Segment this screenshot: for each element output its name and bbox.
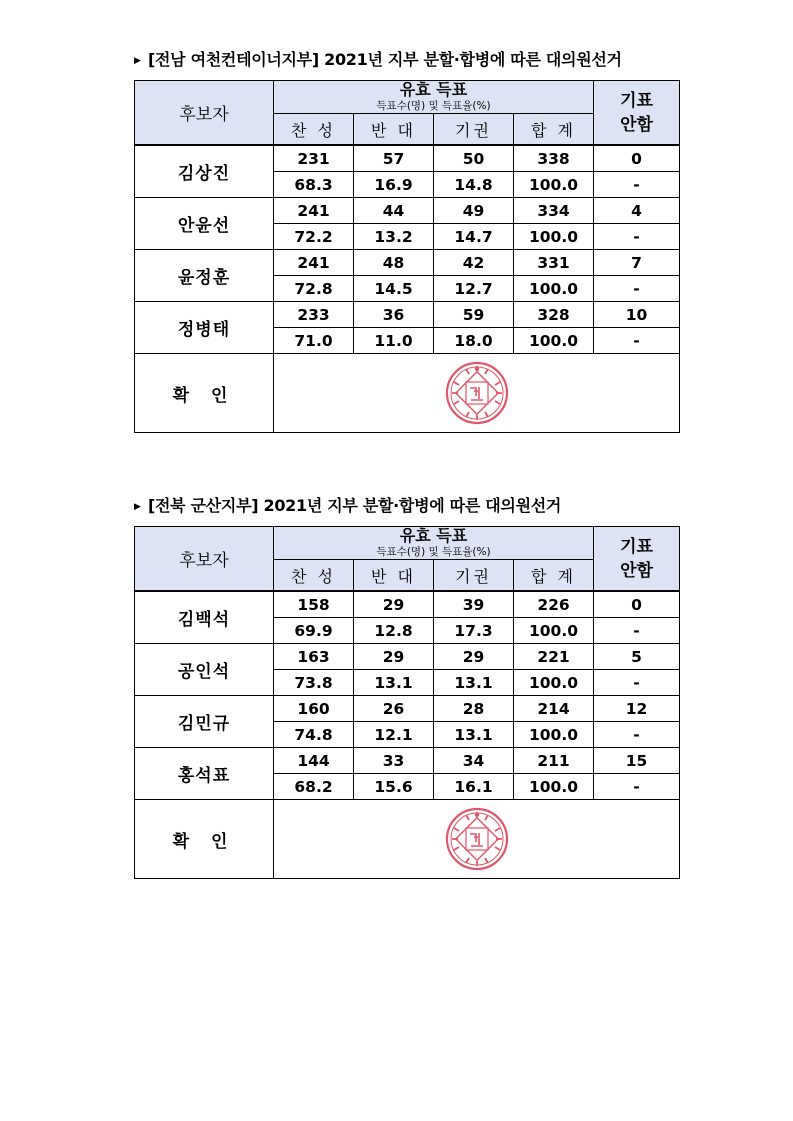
column-header: 반 대 bbox=[354, 114, 434, 146]
vote-rate: 15.6 bbox=[354, 774, 434, 800]
invalid-count: 0 bbox=[594, 591, 680, 618]
official-seal-icon bbox=[444, 806, 510, 872]
invalid-rate: - bbox=[594, 328, 680, 354]
valid-votes-subtitle: 득표수(명) 및 득표율(%) bbox=[376, 546, 491, 558]
seal-cell bbox=[274, 354, 680, 433]
vote-rate: 14.7 bbox=[434, 224, 514, 250]
vote-rate: 14.8 bbox=[434, 172, 514, 198]
invalid-rate: - bbox=[594, 224, 680, 250]
invalid-count: 5 bbox=[594, 644, 680, 670]
table-row bbox=[135, 145, 680, 172]
section-title-text: [전남 여천컨테이너지부] 2021년 지부 분할·합병에 따른 대의원선거 bbox=[148, 50, 622, 69]
vote-rate: 74.8 bbox=[274, 722, 354, 748]
confirm-label: 확 인 bbox=[135, 354, 274, 433]
candidate-name: 안윤선 bbox=[135, 198, 274, 250]
column-header: 기권 bbox=[434, 560, 514, 592]
column-header: 찬 성 bbox=[274, 560, 354, 592]
vote-count: 39 bbox=[434, 591, 514, 618]
vote-count: 214 bbox=[514, 696, 594, 722]
vote-rate: 17.3 bbox=[434, 618, 514, 644]
table-row bbox=[135, 198, 680, 224]
valid-votes-header bbox=[274, 527, 594, 560]
invalid-rate: - bbox=[594, 722, 680, 748]
vote-count: 338 bbox=[514, 145, 594, 172]
candidate-name: 정병태 bbox=[135, 302, 274, 354]
valid-votes-title: 유효 득표 bbox=[399, 80, 468, 99]
invalid-count: 0 bbox=[594, 145, 680, 172]
vote-count: 49 bbox=[434, 198, 514, 224]
section-title-text: [전북 군산지부] 2021년 지부 분할·합병에 따른 대의원선거 bbox=[148, 496, 562, 515]
invalid-header bbox=[594, 527, 680, 592]
invalid-rate: - bbox=[594, 670, 680, 696]
invalid-rate: - bbox=[594, 276, 680, 302]
vote-rate: 72.2 bbox=[274, 224, 354, 250]
invalid-rate: - bbox=[594, 172, 680, 198]
invalid-header bbox=[594, 81, 680, 146]
vote-count: 160 bbox=[274, 696, 354, 722]
vote-rate: 18.0 bbox=[434, 328, 514, 354]
vote-count: 44 bbox=[354, 198, 434, 224]
vote-rate: 12.8 bbox=[354, 618, 434, 644]
valid-votes-title: 유효 득표 bbox=[399, 526, 468, 545]
invalid-count: 10 bbox=[594, 302, 680, 328]
invalid-count: 4 bbox=[594, 198, 680, 224]
candidate-name: 김민규 bbox=[135, 696, 274, 748]
vote-rate: 13.1 bbox=[434, 670, 514, 696]
candidate-name: 윤정훈 bbox=[135, 250, 274, 302]
vote-count: 241 bbox=[274, 198, 354, 224]
vote-rate: 13.1 bbox=[434, 722, 514, 748]
official-seal-icon bbox=[444, 360, 510, 426]
invalid-header-text: 기표 안함 bbox=[620, 90, 653, 135]
vote-rate: 68.3 bbox=[274, 172, 354, 198]
triangle-right-icon: ▶ bbox=[134, 55, 141, 66]
vote-rate: 16.9 bbox=[354, 172, 434, 198]
vote-rate: 100.0 bbox=[514, 328, 594, 354]
candidate-name: 공인석 bbox=[135, 644, 274, 696]
vote-count: 328 bbox=[514, 302, 594, 328]
vote-rate: 16.1 bbox=[434, 774, 514, 800]
table-row bbox=[135, 250, 680, 276]
vote-count: 50 bbox=[434, 145, 514, 172]
vote-rate: 100.0 bbox=[514, 172, 594, 198]
valid-votes-subtitle: 득표수(명) 및 득표율(%) bbox=[376, 100, 491, 112]
vote-count: 233 bbox=[274, 302, 354, 328]
vote-count: 59 bbox=[434, 302, 514, 328]
vote-count: 231 bbox=[274, 145, 354, 172]
vote-count: 29 bbox=[354, 644, 434, 670]
vote-count: 241 bbox=[274, 250, 354, 276]
vote-results-table bbox=[134, 80, 680, 433]
vote-count: 163 bbox=[274, 644, 354, 670]
invalid-count: 7 bbox=[594, 250, 680, 276]
section-title bbox=[134, 494, 561, 518]
invalid-count: 12 bbox=[594, 696, 680, 722]
vote-count: 144 bbox=[274, 748, 354, 774]
vote-rate: 69.9 bbox=[274, 618, 354, 644]
invalid-header-text: 기표 안함 bbox=[620, 536, 653, 581]
vote-rate: 13.2 bbox=[354, 224, 434, 250]
triangle-right-icon: ▶ bbox=[134, 501, 141, 512]
vote-rate: 100.0 bbox=[514, 774, 594, 800]
vote-rate: 100.0 bbox=[514, 618, 594, 644]
vote-count: 226 bbox=[514, 591, 594, 618]
table-row bbox=[135, 748, 680, 774]
vote-count: 221 bbox=[514, 644, 594, 670]
vote-count: 158 bbox=[274, 591, 354, 618]
candidate-header: 후보자 bbox=[135, 527, 274, 592]
vote-count: 57 bbox=[354, 145, 434, 172]
invalid-count: 15 bbox=[594, 748, 680, 774]
vote-count: 334 bbox=[514, 198, 594, 224]
vote-rate: 72.8 bbox=[274, 276, 354, 302]
vote-rate: 100.0 bbox=[514, 670, 594, 696]
candidate-name: 김백석 bbox=[135, 591, 274, 644]
vote-rate: 100.0 bbox=[514, 722, 594, 748]
vote-rate: 14.5 bbox=[354, 276, 434, 302]
vote-rate: 71.0 bbox=[274, 328, 354, 354]
candidate-name: 홍석표 bbox=[135, 748, 274, 800]
vote-rate: 100.0 bbox=[514, 276, 594, 302]
vote-rate: 13.1 bbox=[354, 670, 434, 696]
vote-count: 331 bbox=[514, 250, 594, 276]
invalid-rate: - bbox=[594, 618, 680, 644]
vote-rate: 12.1 bbox=[354, 722, 434, 748]
vote-count: 34 bbox=[434, 748, 514, 774]
table-row bbox=[135, 644, 680, 670]
vote-count: 211 bbox=[514, 748, 594, 774]
vote-count: 26 bbox=[354, 696, 434, 722]
candidate-name: 김상진 bbox=[135, 145, 274, 198]
column-header: 찬 성 bbox=[274, 114, 354, 146]
vote-rate: 100.0 bbox=[514, 224, 594, 250]
table-row bbox=[135, 302, 680, 328]
vote-count: 36 bbox=[354, 302, 434, 328]
column-header: 기권 bbox=[434, 114, 514, 146]
column-header: 반 대 bbox=[354, 560, 434, 592]
vote-rate: 73.8 bbox=[274, 670, 354, 696]
vote-count: 29 bbox=[354, 591, 434, 618]
vote-rate: 12.7 bbox=[434, 276, 514, 302]
valid-votes-header bbox=[274, 81, 594, 114]
confirm-label: 확 인 bbox=[135, 800, 274, 879]
vote-count: 33 bbox=[354, 748, 434, 774]
confirm-row bbox=[135, 800, 680, 879]
candidate-header: 후보자 bbox=[135, 81, 274, 146]
vote-count: 28 bbox=[434, 696, 514, 722]
seal-cell bbox=[274, 800, 680, 879]
column-header: 합 계 bbox=[514, 560, 594, 592]
vote-rate: 68.2 bbox=[274, 774, 354, 800]
vote-count: 29 bbox=[434, 644, 514, 670]
table-row bbox=[135, 696, 680, 722]
vote-count: 42 bbox=[434, 250, 514, 276]
section-title bbox=[134, 48, 622, 72]
vote-count: 48 bbox=[354, 250, 434, 276]
column-header: 합 계 bbox=[514, 114, 594, 146]
table-row bbox=[135, 591, 680, 618]
vote-rate: 11.0 bbox=[354, 328, 434, 354]
vote-results-table bbox=[134, 526, 680, 879]
invalid-rate: - bbox=[594, 774, 680, 800]
confirm-row bbox=[135, 354, 680, 433]
